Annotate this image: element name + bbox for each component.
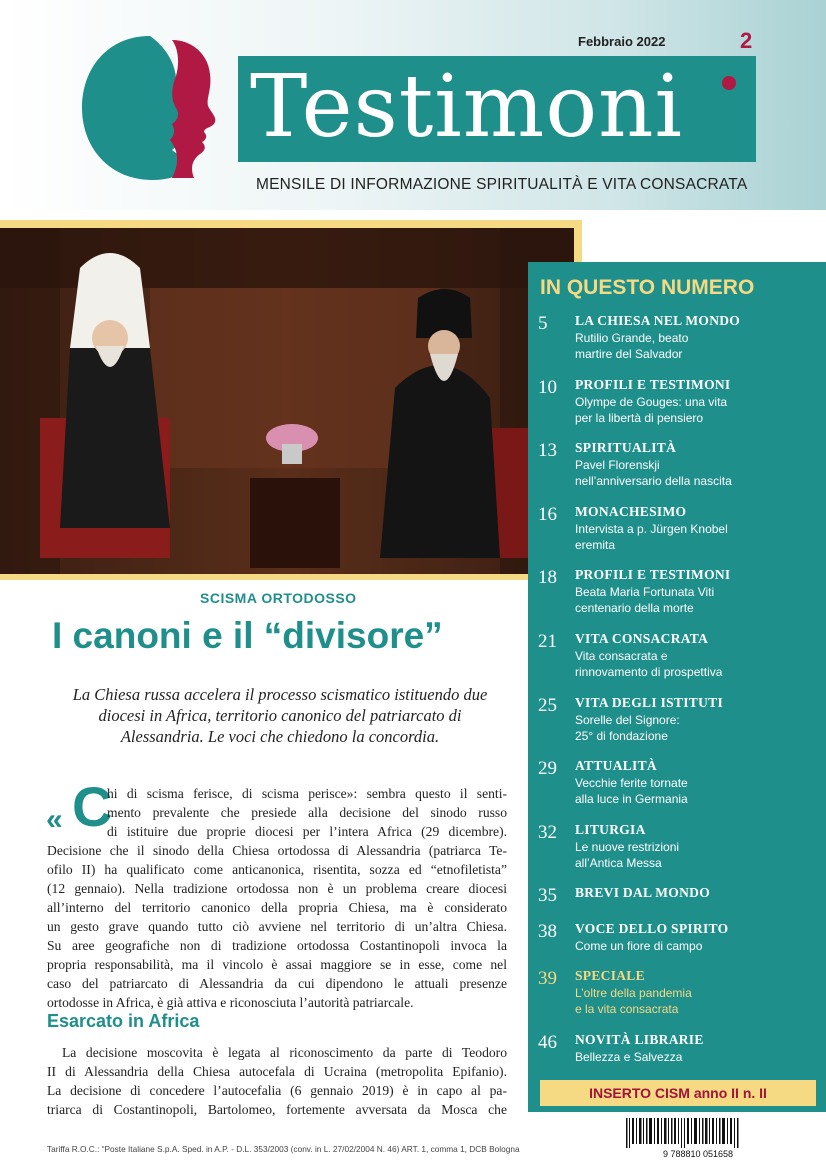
body-line: ortodosse in Africa, è già attiva e riconosciuta l’autorità patriarcale. <box>47 995 414 1010</box>
body-line: Su aree geografiche non di tradizione ortodossa Costantinopoli invoca la <box>47 938 507 953</box>
body-line: triarca di Costantinopoli, Bartolomeo, fortemente avversata da Mosca che <box>47 1102 507 1117</box>
toc-section: SPECIALE <box>575 968 645 983</box>
toc-description: Vecchie ferite tornate <box>575 776 688 790</box>
toc-section: ATTUALITÀ <box>575 758 657 773</box>
body-line: La decisione moscovita è legata al riconoscimento da parte di Teodoro <box>62 1045 507 1060</box>
toc-description: Olympe de Gouges: una vita <box>575 395 728 409</box>
issue-date: Febbraio 2022 <box>578 34 666 49</box>
toc-description: Le nuove restrizioni <box>575 840 680 854</box>
body-line: caso del patriarcato di Alessandria da cui dipendono le attuali presenze <box>47 976 507 991</box>
article-standfirst: La Chiesa russa accelera il processo scismatico istituendo due diocesi in Africa, territorio canonico del patriarcato di Alessandria. Le voci che chiedono la concordia. <box>72 685 488 746</box>
toc-section: MONACHESIMO <box>575 504 687 519</box>
toc-description: L’oltre della pandemia <box>575 986 692 1000</box>
toc-description: rinnovamento di prospettiva <box>575 665 723 679</box>
toc-section: VOCE DELLO SPIRITO <box>575 921 729 936</box>
toc-section: LITURGIA <box>575 822 646 837</box>
toc-page-number: 16 <box>538 504 557 525</box>
toc-page-number: 38 <box>538 921 557 942</box>
masthead-title: Testimoni <box>250 57 683 157</box>
body-line: propria responsabilità, ma il vincolo è assai maggiore se in esse, come nel <box>47 957 507 972</box>
toc-section: LA CHIESA NEL MONDO <box>575 313 741 328</box>
toc-description: Sorelle del Signore: <box>575 713 680 727</box>
article-headline: I canoni e il “divisore” <box>52 615 443 656</box>
toc-section: VITA CONSACRATA <box>575 631 709 646</box>
toc-description: Vita consacrata e <box>575 649 668 663</box>
toc-page-number: 25 <box>538 695 557 716</box>
toc-section: PROFILI E TESTIMONI <box>575 567 731 582</box>
toc-section: VITA DEGLI ISTITUTI <box>575 695 724 710</box>
dropcap-quote: « <box>46 803 63 836</box>
toc-page-number: 21 <box>538 631 557 652</box>
section-heading: Esarcato in Africa <box>47 1011 200 1031</box>
toc-description: martire del Salvador <box>575 347 683 361</box>
body-line: Decisione che il sinodo della Chiesa ortodossa di Alessandria (patriarca Te- <box>47 843 507 858</box>
toc-description: Rutilio Grande, beato <box>575 331 689 345</box>
body-line: La decisione di concedere l’autocefalia (6 gennaio 2019) è in capo al pa- <box>47 1083 507 1098</box>
toc-page-number: 13 <box>538 440 557 461</box>
body-line: (12 gennaio). Nella tradizione ortodossa non è un problema creare diocesi <box>47 881 507 896</box>
toc-section: PROFILI E TESTIMONI <box>575 377 731 392</box>
toc-description: all’Antica Messa <box>575 856 662 870</box>
body-line: mento prevalente che presiede alla decisione del sinodo russo <box>107 805 507 820</box>
dropcap-letter: C <box>72 775 113 838</box>
postal-notice: Tariffa R.O.C.: “Poste Italiane S.p.A. Sped. in A.P. - D.L. 353/2003 (conv. in L. 27/02/2004 N. 46) ART. 1, comma 1, DCB Bologna <box>47 1144 520 1154</box>
toc-description: nell’anniversario della nascita <box>575 474 732 488</box>
toc-page-number: 10 <box>538 377 557 398</box>
toc-section: NOVITÀ LIBRARIE <box>575 1032 704 1047</box>
masthead-dot <box>722 76 736 90</box>
toc-page-number: 18 <box>538 567 557 588</box>
issue-number: 2 <box>740 28 753 53</box>
body-line: II di Alessandria della Chiesa autocefala di Ucraina (metropolita Epifanio). <box>47 1064 507 1079</box>
toc-section: SPIRITUALITÀ <box>575 440 677 455</box>
toc-description: Pavel Florenskji <box>575 458 660 472</box>
toc-page-number: 5 <box>538 313 548 334</box>
body-line: di istituire due proprie diocesi per l’intera Africa (29 dicembre). <box>107 824 507 839</box>
toc-description: 25° di fondazione <box>575 729 668 743</box>
toc-page-number: 32 <box>538 822 557 843</box>
toc-description: Bellezza e Salvezza <box>575 1050 683 1064</box>
body-line: un gesto grave quando tutto ciò avviene nel territorio di un’altra Chiesa. <box>47 919 507 934</box>
insert-banner: INSERTO CISM anno II n. II <box>540 1080 816 1106</box>
masthead-subtitle: MENSILE DI INFORMAZIONE SPIRITUALITÀ E VITA CONSACRATA <box>256 176 748 193</box>
toc-description: eremita <box>575 538 616 552</box>
body-line: ofilo II) ha qualificato come anticanonica, risentita, sozza ed “etnofiletista” <box>47 862 507 877</box>
toc-description: Come un fiore di campo <box>575 939 703 953</box>
barcode <box>618 1118 778 1158</box>
toc-page-number: 46 <box>538 1032 557 1053</box>
toc-page-number: 39 <box>538 968 557 989</box>
toc-description: centenario della morte <box>575 601 694 615</box>
toc-page-number: 35 <box>538 885 557 906</box>
body-line: all’interno del territorio canonico della propria Chiesa, ma è considerato <box>47 900 507 915</box>
toc-page-number: 29 <box>538 758 557 779</box>
profiles-logo <box>80 32 220 182</box>
toc-section: BREVI DAL MONDO <box>575 885 711 900</box>
toc-description: per la libertà di pensiero <box>575 411 704 425</box>
toc-description: Beata Maria Fortunata Viti <box>575 585 715 599</box>
toc-description: e la vita consacrata <box>575 1002 679 1016</box>
cover-photo <box>0 228 574 574</box>
toc-description: alla luce in Germania <box>575 792 688 806</box>
toc-description: Intervista a p. Jürgen Knobel <box>575 522 728 536</box>
body-line: hi di scisma ferisce, di scisma perisce»: sembra questo il senti- <box>107 786 507 801</box>
barcode-number: 9 788810 051658 <box>662 1149 734 1158</box>
article-kicker: SCISMA ORTODOSSO <box>200 590 357 606</box>
toc-title: IN QUESTO NUMERO <box>540 276 755 299</box>
